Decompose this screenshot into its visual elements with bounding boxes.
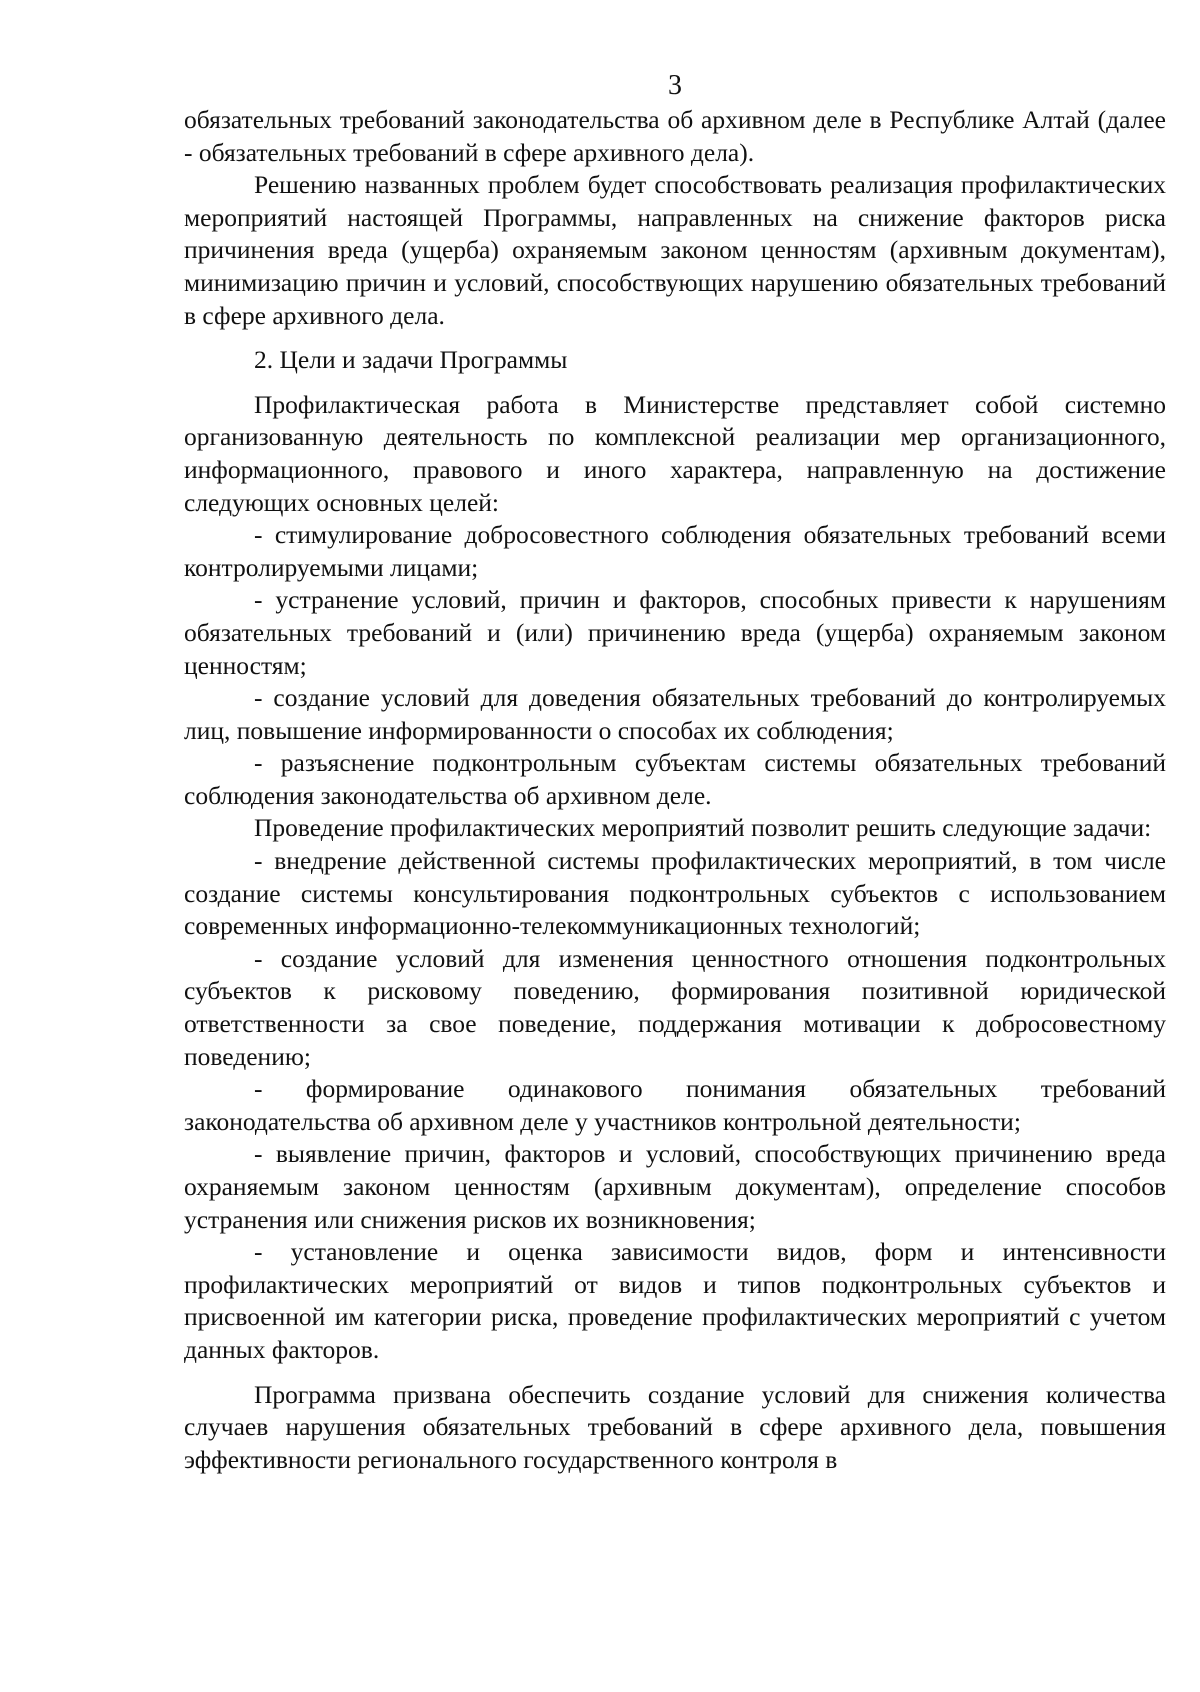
paragraph-continuation: обязательных требований законодательства об архивном деле в Республике Алтай (далее - обязательных требований в сфере архивного дела). — [184, 105, 1166, 167]
goal-item: - разъяснение подконтрольным субъектам системы обязательных требований соблюдения законодательства об архивном деле. — [184, 748, 1166, 810]
goal-item: - создание условий для доведения обязательных требований до контролируемых лиц, повышение информированности о способах их соблюдения; — [184, 683, 1166, 745]
goal-item: - устранение условий, причин и факторов, способных привести к нарушениям обязательных требований и (или) причинению вреда (ущерба) охраняемым законом ценностям; — [184, 585, 1166, 680]
paragraph-problems-solution: Решению названных проблем будет способствовать реализация профилактических мероприятий настоящей Программы, направленных на снижение факторов риска причинения вреда (ущерба) охраняемым законом ценностям (архивным документам), минимизацию причин и условий, способствующих нарушению обязательных требований в сфере архивного дела. — [184, 170, 1166, 330]
task-item: - установление и оценка зависимости видов, форм и интенсивности профилактических мероприятий от видов и типов подконтрольных субъектов и присвоенной им категории риска, проведение профилактических мероприятий с учетом данных факторов. — [184, 1237, 1166, 1364]
task-item: - формирование одинакового понимания обязательных требований законодательства об архивном деле у участников контрольной деятельности; — [184, 1074, 1166, 1136]
paragraph-program-purpose: Программа призвана обеспечить создание условий для снижения количества случаев нарушения обязательных требований в сфере архивного дела, повышения эффективности регионального государственного контроля в — [184, 1379, 1166, 1474]
goal-item: - стимулирование добросовестного соблюдения обязательных требований всеми контролируемыми лицами; — [184, 520, 1166, 582]
task-item: - выявление причин, факторов и условий, способствующих причинению вреда охраняемым законом ценностям (архивным документам), определение способов устранения или снижения рисков их возникновения; — [184, 1139, 1166, 1234]
task-item: - внедрение действенной системы профилактических мероприятий, в том числе создание системы консультирования подконтрольных субъектов с использованием современных информационно-телекоммуникационных технологий; — [184, 846, 1166, 941]
page-number: 3 — [668, 70, 682, 101]
section-heading: 2. Цели и задачи Программы — [254, 345, 568, 375]
document-page — [184, 70, 1166, 1476]
task-item: - создание условий для изменения ценностного отношения подконтрольных субъектов к рисковому поведению, формирования позитивной юридической ответственности за свое поведение, поддержания мотивации к добросовестному поведению; — [184, 943, 1166, 1071]
paragraph-tasks-intro: Проведение профилактических мероприятий позволит решить следующие задачи: — [254, 813, 1152, 843]
paragraph-prevention-work: Профилактическая работа в Министерстве представляет собой системно организованную деятельность по комплексной реализации мер организационного, информационного, правового и иного характера, направленную на достижение следующих основных целей: — [184, 389, 1166, 517]
